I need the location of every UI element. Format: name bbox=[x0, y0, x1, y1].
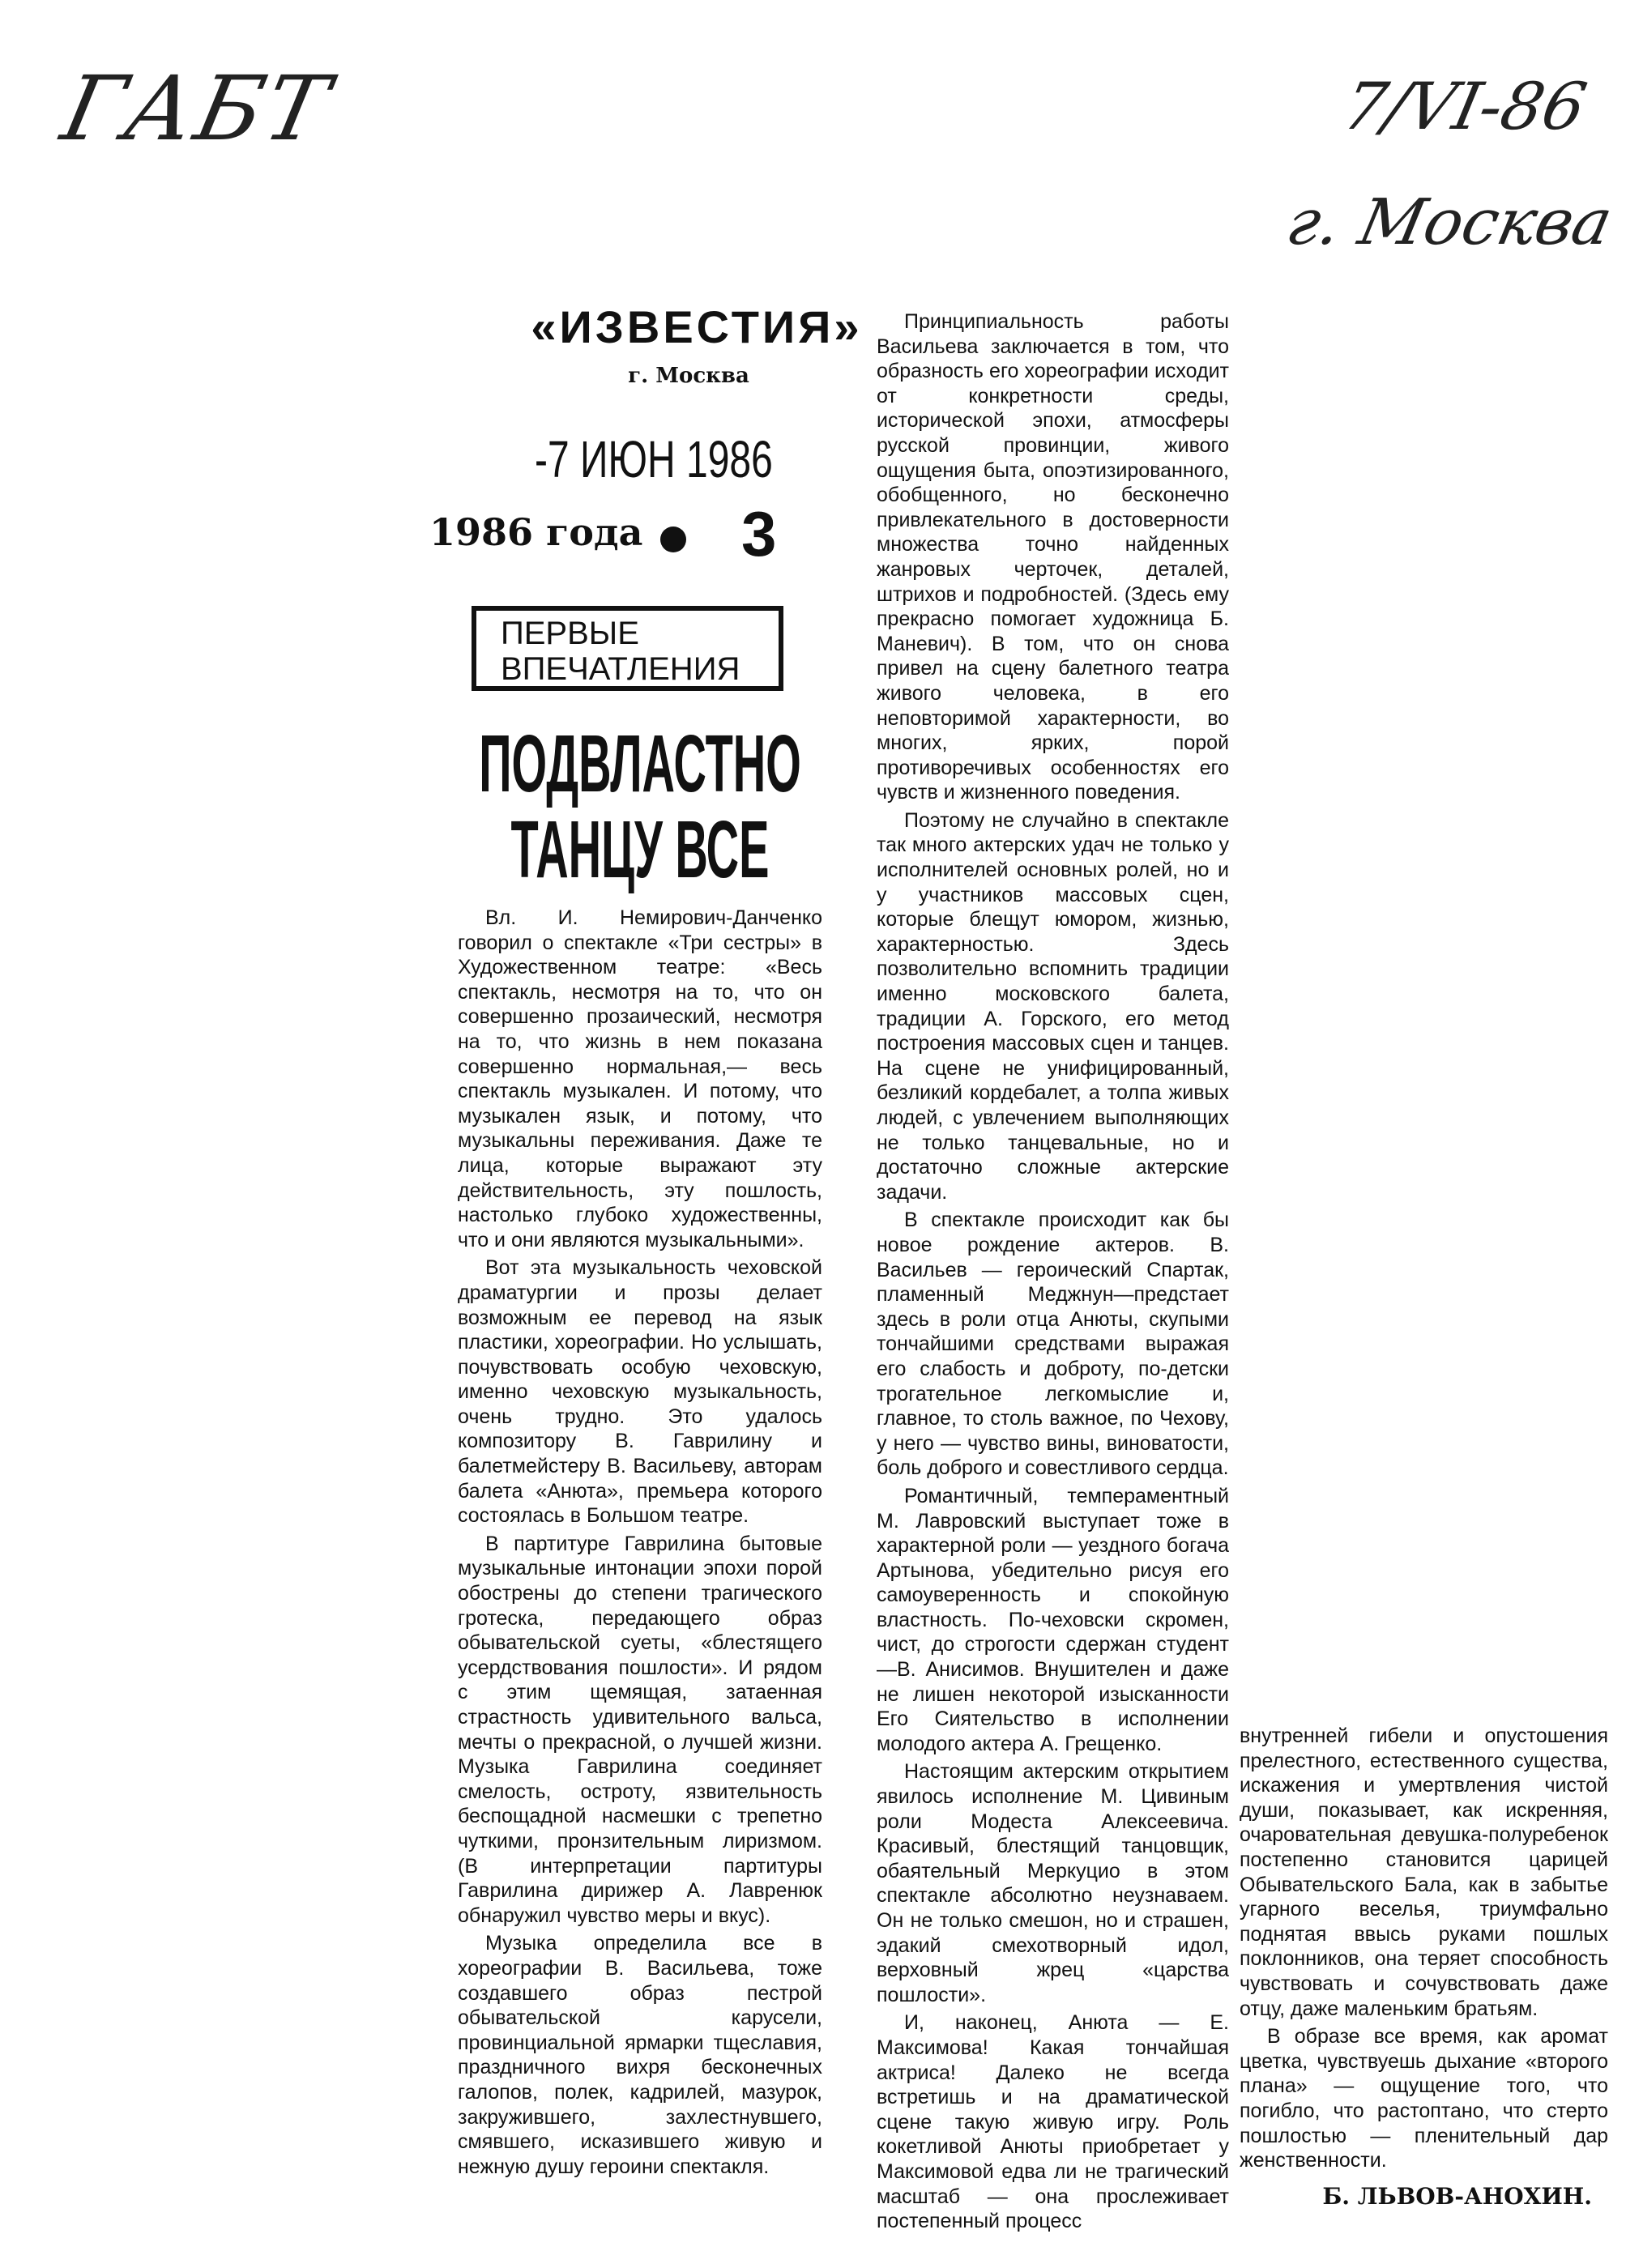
article-title bbox=[476, 718, 803, 895]
title-line: ПОДВЛАСТНО bbox=[479, 718, 801, 809]
paragraph: И, наконец, Анюта — Е. Максимова! Какая тончайшая актриса! Далеко не всегда встретишь и на драматической сцене такую живую игру. Роль кокетливой Анюты приобретает у Максимовой едва ли не трагический масштаб — она прослеживает постепенный процесс bbox=[877, 2011, 1229, 2233]
paragraph: Вот эта музыкальность чеховской драматургии и прозы делает возможным ее перевод на язык пластики, хореографии. Но услышать, почувствовать особую чеховскую, именно чеховскую музыкальность, очень трудно. Это удалось композитору В. Гаврилину и балетмейстеру В. Васильеву, авторам балета «Анюта», премьера которого состоялась в Большом театре. bbox=[458, 1256, 822, 1528]
paragraph: В спектакле происходит как бы новое рождение актеров. В. Васильев — героический Спартак, пламенный Меджнун—предстает здесь в роли отца Анюты, скупыми тончайшими средствами выражая его слабость и доброту, по-детски трогательное легкомыслие и, главное, то столь важное, по Чехову, у него — чувство вины, виноватости, боль доброго и совестливого сердца. bbox=[877, 1209, 1229, 1480]
handwritten-archive-mark: ГАБТ bbox=[53, 57, 340, 160]
page-number: 3 bbox=[741, 498, 777, 569]
paragraph: Музыка определила все в хореографии В. Васильева, тоже создавшего образ пестрой обывательской карусели, провинциальной ярмарки тщеславия, праздничного вихря бесконечных галопов, полек, кадрилей, мазурок, закружившего, захлестнувшего, смявшего, исказившего живую и нежную душу героини спектакля. bbox=[458, 1932, 822, 2178]
paragraph: внутренней гибели и опустошения прелестного, естественного существа, искажения и умертвления чистой души, показывает, как искренняя, очаровательная девушка-полуребенок постепенно становится царицей Обывательского Бала, как в забытье угарного веселья, триумфально поднятая ввысь руками пошлых поклонников, она теряет способность чувствовать и сочувствовать даже отцу, даже маленьким братьям. bbox=[1240, 1724, 1608, 2020]
author-signature: Б. ЛЬВОВ-АНОХИН. bbox=[1322, 2182, 1592, 2210]
masthead-city: г. Москва bbox=[628, 364, 749, 388]
paragraph: Принципиальность работы Васильева заключается в том, что образность его хореографии исходит от конкретности среды, исторической эпохи, атмосферы русской провинции, живого ощущения быта, опоэтизированного, обобщенного, но бесконечно привлекательного в достоверности множества точно найденных жанровых черточек, деталей, штрихов и подробностей. (Здесь ему прекрасно помогает художница Б. Маневич). В том, что он снова привел на сцену балетного театра живого человека, в его неповторимой характерности, во многих, ярких, порой противоречивых особенностях его чувств и жизненного поведения. bbox=[877, 310, 1229, 804]
article-column-1 bbox=[458, 906, 822, 2179]
paragraph: В образе все время, как аромат цветка, чувствуешь дыхание «второго плана» — ощущение того, что погибло, что растоптано, что стерто пошлостью — пленительный дар женственности. bbox=[1240, 2025, 1608, 2172]
handwritten-date: 7/VI-86 bbox=[1337, 69, 1593, 144]
issue-year: 1986 года bbox=[429, 510, 643, 554]
rubric-line: ПЕРВЫЕ bbox=[501, 616, 639, 651]
handwritten-city: г. Москва bbox=[1280, 186, 1619, 259]
paragraph: Настоящим актерским открытием явилось исполнение М. Цивиным роли Модеста Алексеевича. Красивый, блестящий танцовщик, обаятельный Меркуцио в этом спектакле абсолютно неузнаваем. Он не только смешон, но и страшен, эдакий смехотворный идол, верховный жрец «царства пошлости». bbox=[877, 1760, 1229, 2006]
newspaper-masthead: «ИЗВЕСТИЯ» bbox=[531, 301, 863, 352]
date-stamp: -7 ИЮН 1986 bbox=[535, 430, 773, 488]
paragraph: Вл. И. Немирович-Данченко говорил о спектакле «Три сестры» в Художественном театре: «Весь спектакль, несмотря на то, что он совершенно прозаический, несмотря на то, что жизнь в нем показана совершенно нормальная,— весь спектакль музыкален. И потому, что музыкален язык, и потому, что музыкальны переживания. Даже те лица, которые выражают эту действительность, эту пошлость, настолько глубоко художественны, что и они являются музыкальными». bbox=[458, 906, 822, 1251]
title-line: ТАНЦУ ВСЕ bbox=[510, 804, 770, 895]
rubric-line: ВПЕЧАТЛЕНИЯ bbox=[501, 651, 740, 687]
article-column-3 bbox=[1240, 1724, 1608, 2209]
paragraph: В партитуре Гаврилина бытовые музыкальные интонации эпохи порой обострены до степени трагического гротеска, передающего образ обывательской суеты, «блестящего усердствования пошлости». И рядом с этим щемящая, затаенная страстность удивительного вальса, мечты о прекрасной, о лучшей жизни. Музыка Гаврилина соединяет смелость, остроту, язвительность беспощадной насмешки с трепетно чуткими, пронзительным лиризмом. (В интерпретации партитуры Гаврилина дирижер А. Лавренюк обнаружил чувство меры и вкус). bbox=[458, 1532, 822, 1927]
article-column-2 bbox=[877, 309, 1229, 2257]
paragraph: Романтичный, темпераментный М. Лавровский выступает тоже в характерной роли — уездного богача Артынова, убедительно рисуя его самоуверенность и спокойную властность. По-чеховски скромен, чист, до строгости сдержан студент—В. Анисимов. Внушителен и даже не лишен некоторой изысканности Его Сиятельство в исполнении молодого актера А. Грещенко. bbox=[877, 1484, 1229, 1755]
paragraph: Поэтому не случайно в спектакле так много актерских удач не только у исполнителей основных ролей, но и у участников массовых сцен, которые блещут юмором, жизнью, характерностью. Здесь позволительно вспомнить традиции именно московского балета, традиции А. Горского, его метод построения массовых сцен и танцев. На сцене не унифицированный, безликий кордебалет, а толпа живых людей, с увлечением выполняющих не только танцевальные, но и достаточно сложные актерские задачи. bbox=[877, 808, 1229, 1204]
rubric-box bbox=[472, 606, 783, 691]
bullet-dot bbox=[660, 526, 686, 552]
